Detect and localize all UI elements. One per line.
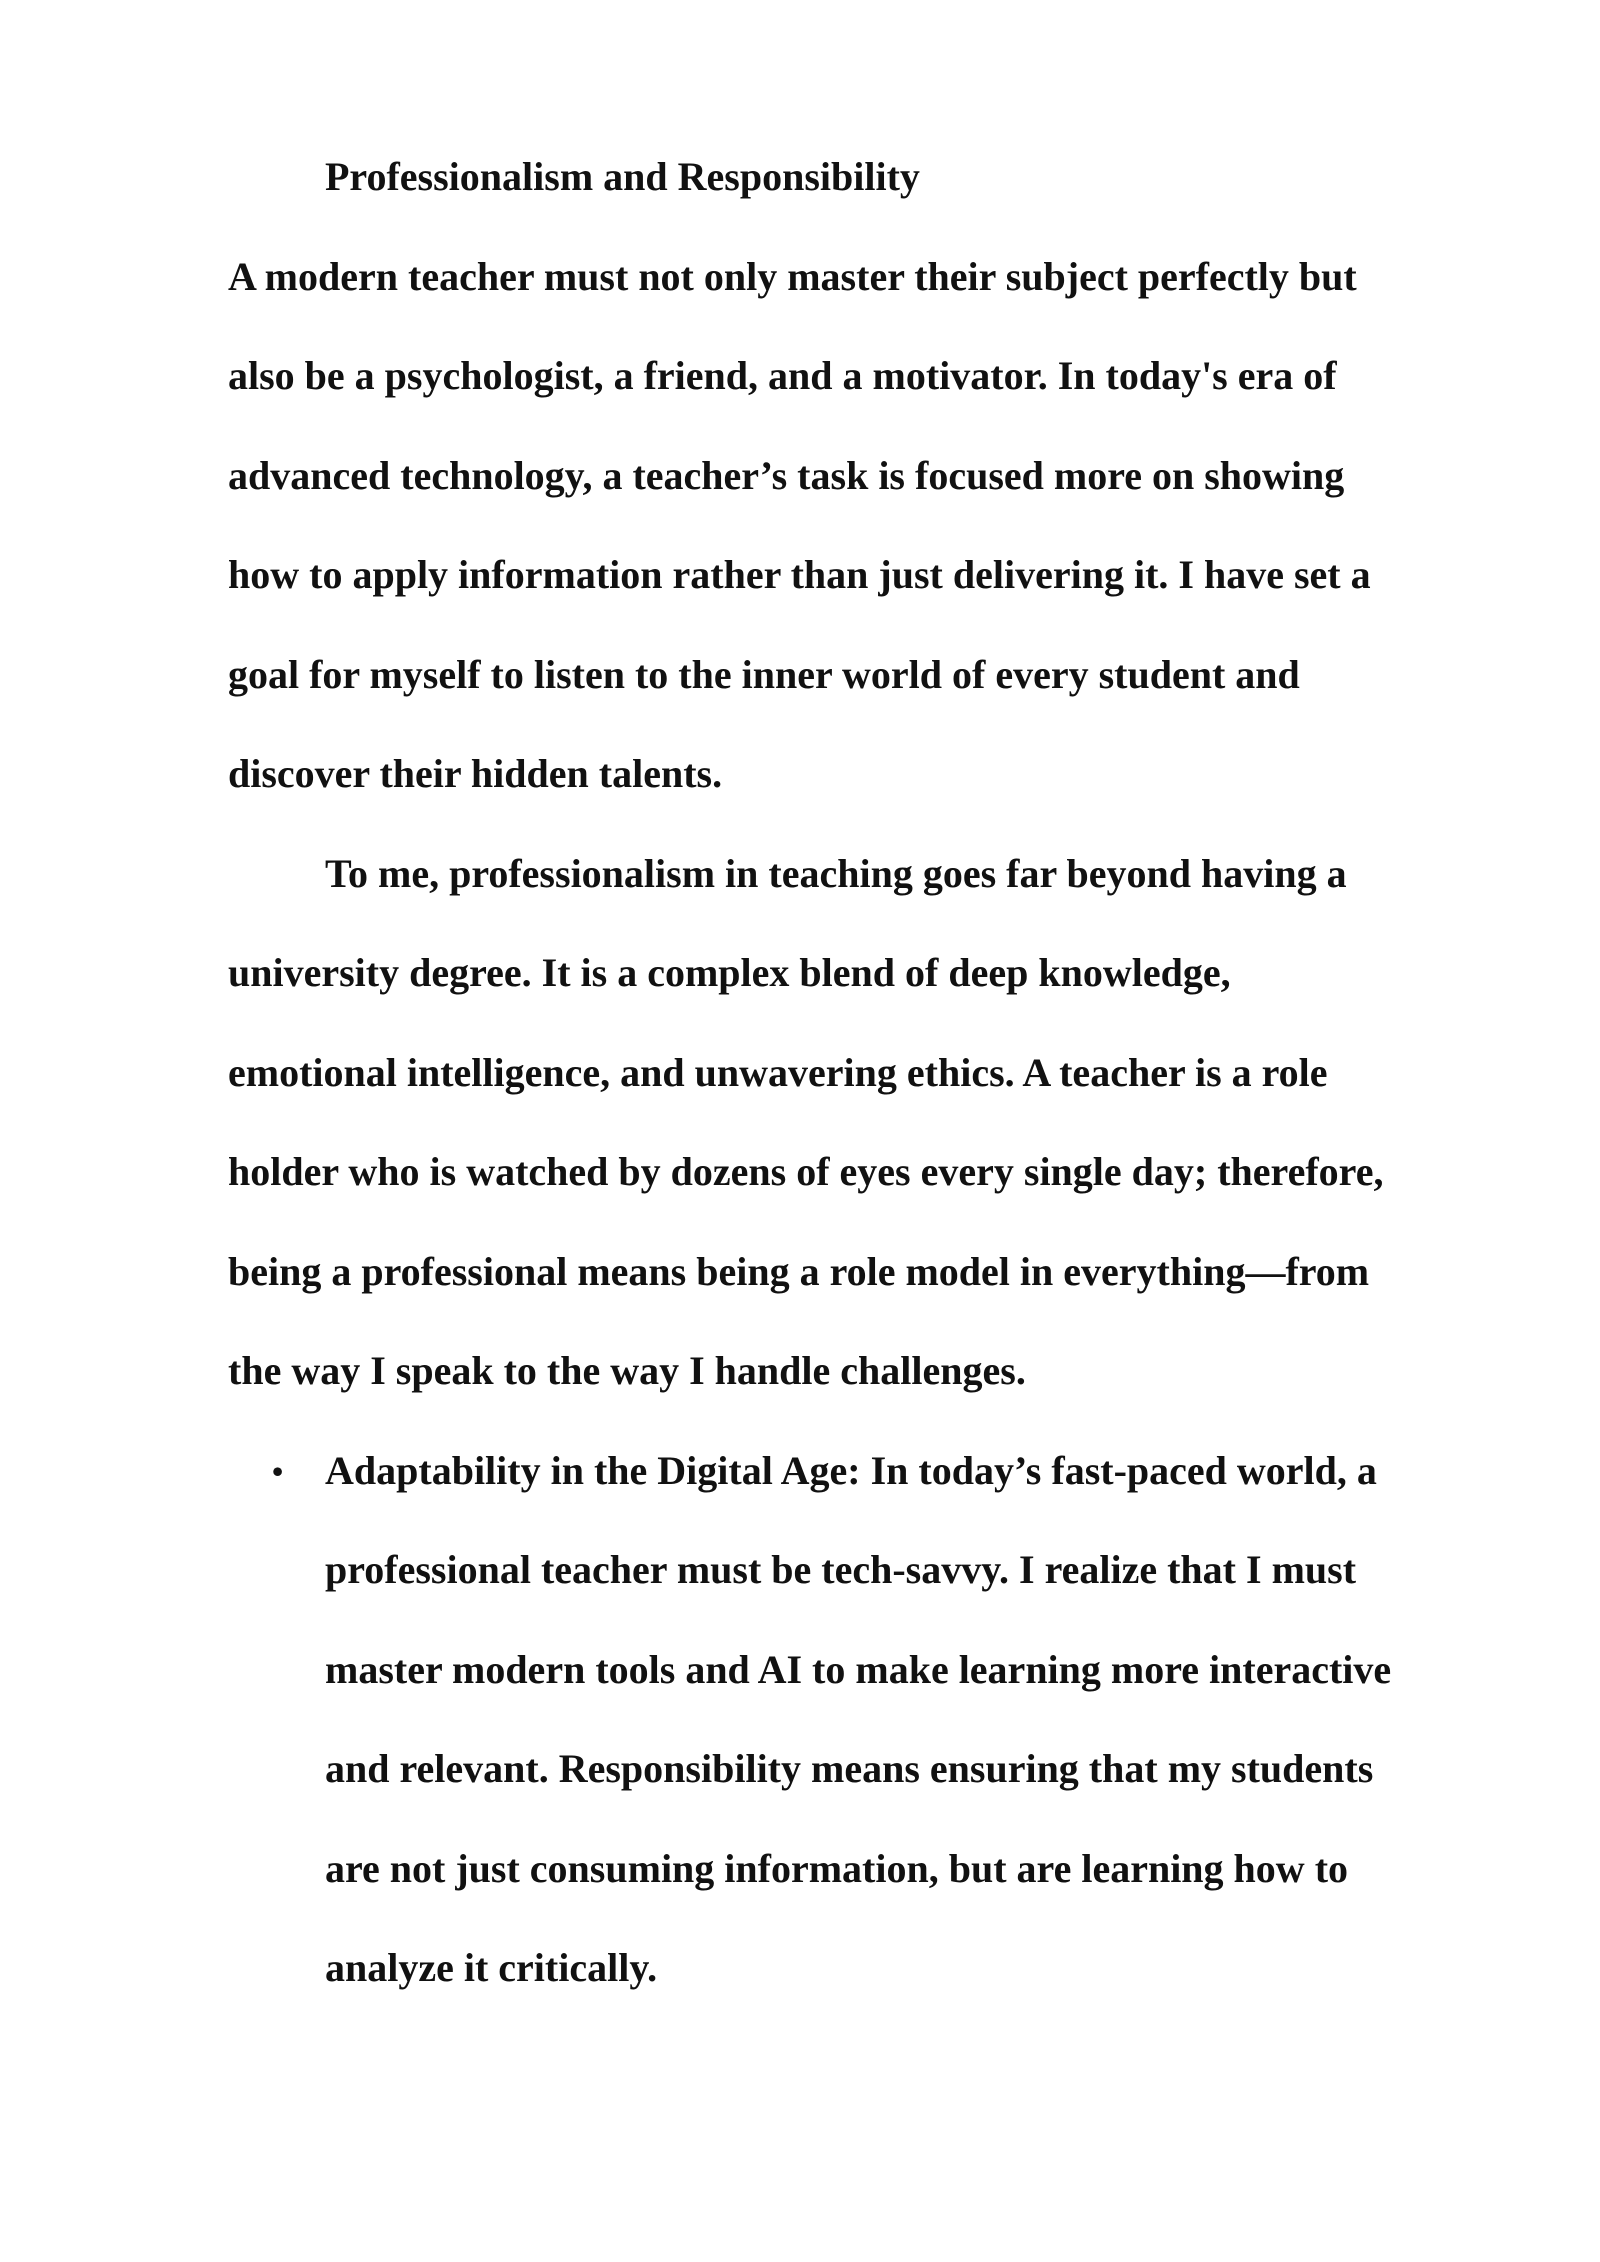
document-body [228, 146, 1500, 2037]
bullet-line: master modern tools and AI to make learning more interactive [325, 1646, 1392, 1692]
paragraph-2 [228, 843, 1500, 1440]
bullet-list [228, 1440, 1500, 2037]
paragraph-1-line: A modern teacher must not only master their subject perfectly but [228, 253, 1357, 299]
paragraph-1-line: goal for myself to listen to the inner world of every student and [228, 651, 1300, 697]
bullet-marker: • [272, 1452, 284, 1489]
paragraph-1-line: discover their hidden talents. [228, 751, 723, 796]
bullet-line: analyze it critically. [325, 1945, 658, 1990]
paragraph-2-line: university degree. It is a complex blend of deep knowledge, [228, 950, 1231, 995]
paragraph-1-line: advanced technology, a teacher’s task is focused more on showing [228, 452, 1345, 498]
bullet-line: Adaptability in the Digital Age: In today’s fast-paced world, a [325, 1447, 1377, 1493]
paragraph-2-line: being a professional means being a role model in everything—from [228, 1248, 1370, 1294]
bullet-line: are not just consuming information, but are learning how to [325, 1845, 1349, 1891]
paragraph-1-line: also be a psychologist, a friend, and a motivator. In today's era of [228, 353, 1337, 398]
bullet-line: professional teacher must be tech-savvy. I realize that I must [325, 1547, 1357, 1592]
bullet-line: and relevant. Responsibility means ensuring that my students [325, 1746, 1374, 1791]
section-heading: Professionalism and Responsibility [325, 154, 920, 199]
paragraph-2-line: emotional intelligence, and unwavering ethics. A teacher is a role [228, 1049, 1328, 1095]
paragraph-2-line: To me, professionalism in teaching goes far beyond having a [325, 850, 1347, 896]
paragraph-1-line: how to apply information rather than just delivering it. I have set a [228, 552, 1371, 597]
paragraph-2-line: holder who is watched by dozens of eyes every single day; therefore, [228, 1149, 1384, 1194]
paragraph-2-line: the way I speak to the way I handle challenges. [228, 1348, 1026, 1393]
bullet-item-adaptability [228, 1440, 1500, 2037]
paragraph-1 [228, 246, 1500, 843]
